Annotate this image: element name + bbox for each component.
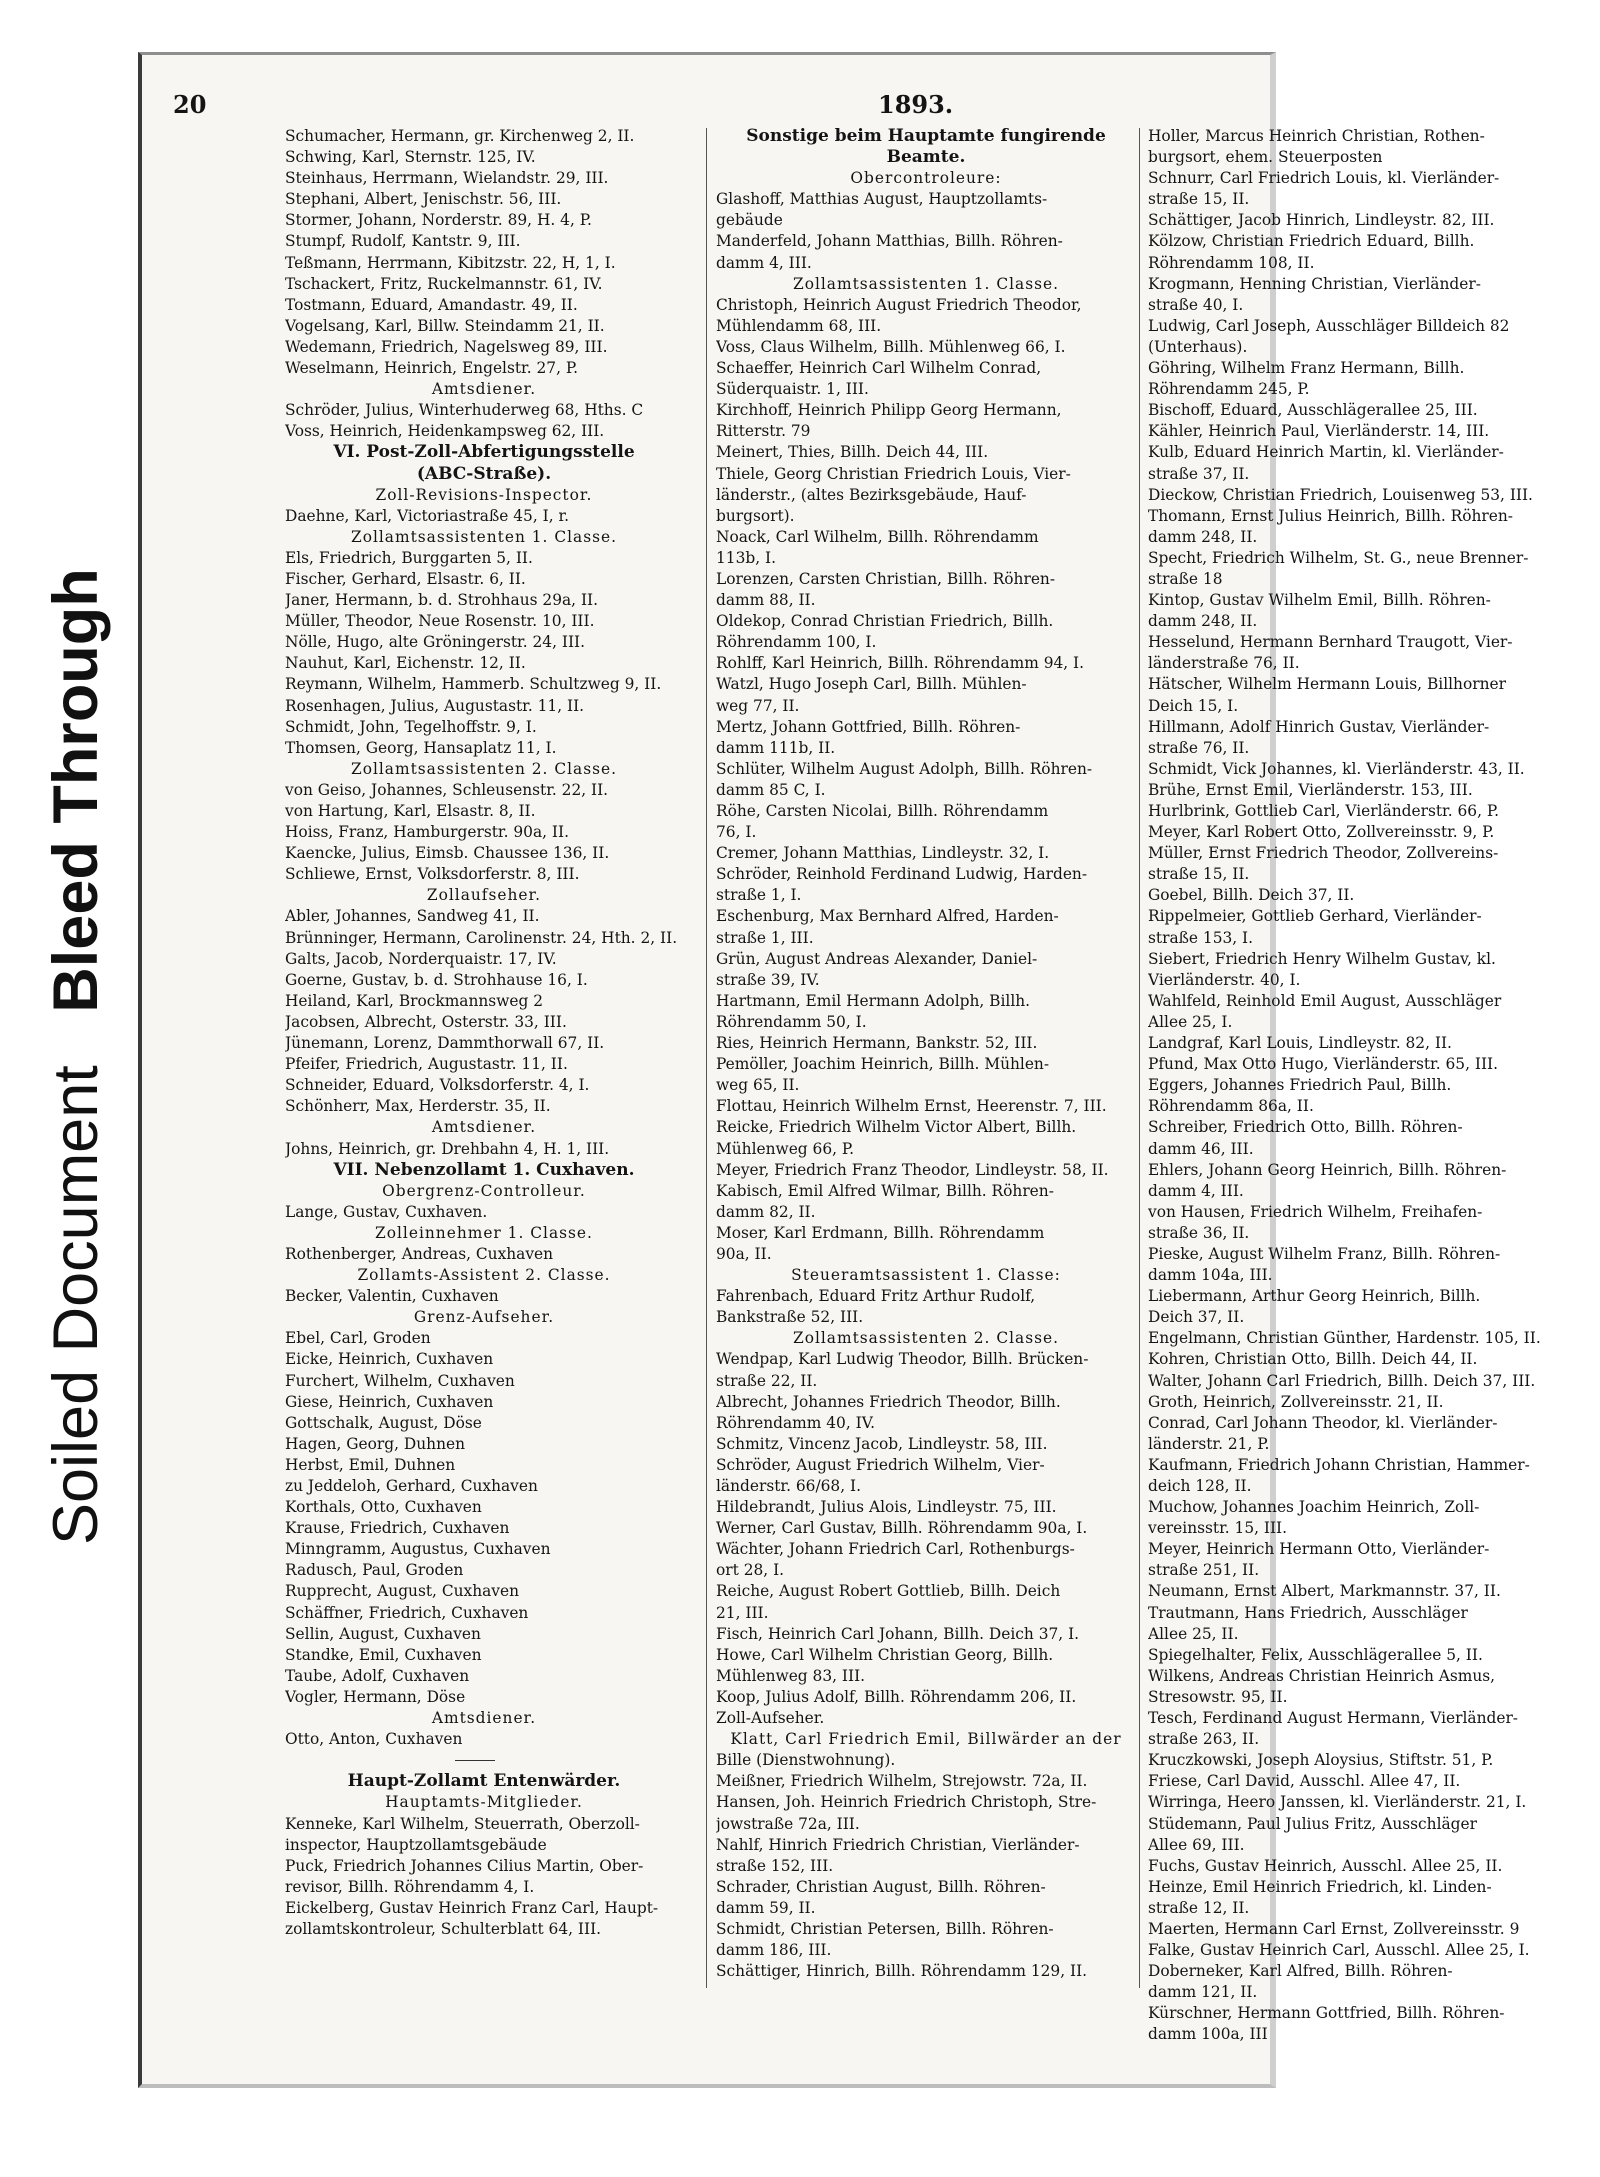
subsection-heading: Zollaufseher. <box>426 886 542 905</box>
directory-entry-line: Galts, Jacob, Norderquaistr. 17, IV. <box>285 949 557 968</box>
directory-entry-line: Bille (Dienstwohnung). <box>716 1751 896 1770</box>
directory-entry-line: Landgraf, Karl Louis, Lindleystr. 82, II. <box>1148 1034 1452 1053</box>
directory-entry-line: Schreiber, Friedrich Otto, Billh. Röhren- <box>1148 1118 1463 1137</box>
directory-entry-line: Eggers, Johannes Friedrich Paul, Billh. <box>1148 1076 1452 1095</box>
directory-entry-line: Flottau, Heinrich Wilhelm Ernst, Heerenstr. 7, III. <box>716 1097 1107 1116</box>
directory-entry-line: Kulb, Eduard Heinrich Martin, kl. Vierländer- <box>1148 443 1504 462</box>
directory-entry-line: Specht, Friedrich Wilhelm, St. G., neue Brenner- <box>1148 548 1529 567</box>
subsection-heading: Amtsdiener. <box>431 380 537 399</box>
directory-entry-line: Schnurr, Carl Friedrich Louis, kl. Vierländer- <box>1148 169 1500 188</box>
directory-entry-line: Kabisch, Emil Alfred Wilmar, Billh. Röhren- <box>716 1181 1054 1200</box>
column-divider <box>706 128 707 1988</box>
directory-entry-line: Daehne, Karl, Victoriastraße 45, I, r. <box>285 506 570 525</box>
directory-entry-line: Meyer, Heinrich Hermann Otto, Vierländer- <box>1148 1540 1490 1559</box>
directory-entry-line: Brünninger, Hermann, Carolinenstr. 24, Hth. 2, II. <box>285 928 678 947</box>
directory-entry-line: Noack, Carl Wilhelm, Billh. Röhrendamm <box>716 527 1039 546</box>
directory-entry-line: Manderfeld, Johann Matthias, Billh. Röhren- <box>716 232 1063 251</box>
directory-entry-line: 76, I. <box>716 823 757 842</box>
directory-entry-line: damm 121, II. <box>1148 1983 1258 2002</box>
directory-entry-line: damm 4, III. <box>716 253 812 272</box>
directory-entry-line: Vierländerstr. 40, I. <box>1148 970 1301 989</box>
directory-entry-line: Schmidt, Vick Johannes, kl. Vierländerstr. 43, II. <box>1148 759 1525 778</box>
directory-entry-line: 113b, I. <box>716 548 776 567</box>
directory-entry-line: Stumpf, Rudolf, Kantstr. 9, III. <box>285 232 521 251</box>
directory-entry-line: Schröder, Reinhold Ferdinand Ludwig, Harden- <box>716 865 1088 884</box>
directory-entry-line: Wirringa, Heero Janssen, kl. Vierländerstr. 21, I. <box>1148 1793 1527 1812</box>
directory-entry-line: Cremer, Johann Matthias, Lindleystr. 32, I. <box>716 844 1050 863</box>
directory-entry-line: Stresowstr. 95, II. <box>1148 1687 1288 1706</box>
directory-entry-line: straße 18 <box>1148 569 1223 588</box>
directory-entry-line: Otto, Anton, Cuxhaven <box>285 1730 463 1749</box>
directory-entry-line: Ries, Heinrich Hermann, Bankstr. 52, III. <box>716 1034 1038 1053</box>
directory-entry-line: Meyer, Friedrich Franz Theodor, Lindleystr. 58, II. <box>716 1160 1109 1179</box>
directory-entry-line: Nahlf, Hinrich Friedrich Christian, Vierländer- <box>716 1835 1080 1854</box>
directory-entry-line: länderstr., (altes Bezirksgebäude, Hauf- <box>716 485 1027 504</box>
directory-entry-line: Heiland, Karl, Brockmannsweg 2 <box>285 991 544 1010</box>
directory-entry-line: Wächter, Johann Friedrich Carl, Rothenburgs- <box>716 1540 1075 1559</box>
directory-entry-line: Deich 37, II. <box>1148 1308 1245 1327</box>
directory-entry-line: Werner, Carl Gustav, Billh. Röhrendamm 90a, I. <box>716 1519 1088 1538</box>
directory-entry-line: zollamtskontroleur, Schulterblatt 64, III. <box>285 1919 602 1938</box>
directory-entry-line: Hoiss, Franz, Hamburgerstr. 90a, II. <box>285 823 569 842</box>
directory-entry-line: straße 37, II. <box>1148 464 1250 483</box>
directory-entry-line: Schmidt, Christian Petersen, Billh. Röhren- <box>716 1919 1054 1938</box>
directory-entry-line: Koop, Julius Adolf, Billh. Röhrendamm 206, II. <box>716 1687 1077 1706</box>
directory-entry-line: Nauhut, Karl, Eichenstr. 12, II. <box>285 654 526 673</box>
bleed-through-label: Bleed Through <box>41 568 111 1013</box>
subsection-heading: Zollamtsassistenten 1. Classe. <box>351 527 617 546</box>
directory-entry-line: 21, III. <box>716 1603 769 1622</box>
directory-entry-line: Kintop, Gustav Wilhelm Emil, Billh. Röhren- <box>1148 591 1491 610</box>
directory-entry-line: Mühlendamm 68, III. <box>716 316 882 335</box>
directory-entry-line: Schättiger, Hinrich, Billh. Röhrendamm 129, II. <box>716 1962 1088 1981</box>
directory-entry-line: Schmidt, John, Tegelhoffstr. 9, I. <box>285 717 537 736</box>
directory-entry-line: Gottschalk, August, Döse <box>285 1413 482 1432</box>
directory-entry-line: Kähler, Heinrich Paul, Vierländerstr. 14, III. <box>1148 422 1490 441</box>
directory-entry-line: Schäffner, Friedrich, Cuxhaven <box>285 1603 529 1622</box>
directory-entry-line: straße 263, II. <box>1148 1730 1260 1749</box>
directory-entry-line: damm 248, II. <box>1148 612 1258 631</box>
directory-entry-line: Goebel, Billh. Deich 37, II. <box>1148 886 1355 905</box>
directory-entry-line: damm 100a, III <box>1148 2025 1268 2044</box>
directory-entry-line: Stephani, Albert, Jenischstr. 56, III. <box>285 190 562 209</box>
directory-entry-line: von Geiso, Johannes, Schleusenstr. 22, II. <box>285 780 609 799</box>
directory-entry-line: Eicke, Heinrich, Cuxhaven <box>285 1350 494 1369</box>
directory-entry-line: Stormer, Johann, Norderstr. 89, H. 4, P. <box>285 211 592 230</box>
directory-entry-line: Röhe, Carsten Nicolai, Billh. Röhrendamm <box>716 802 1049 820</box>
directory-entry-line: burgsort, ehem. Steuerposten <box>1148 148 1383 167</box>
directory-entry-line: Janer, Hermann, b. d. Strohhaus 29a, II. <box>285 591 599 610</box>
directory-entry-line: Deich 15, I. <box>1148 696 1239 715</box>
directory-entry-line: Albrecht, Johannes Friedrich Theodor, Billh. <box>716 1392 1061 1411</box>
directory-entry-line: Brühe, Ernst Emil, Vierländerstr. 153, III. <box>1148 780 1473 799</box>
subsection-heading: Zolleinnehmer 1. Classe. <box>375 1223 593 1242</box>
directory-entry-line: Pemöller, Joachim Heinrich, Billh. Mühlen- <box>716 1055 1050 1074</box>
directory-entry-line: Wedemann, Friedrich, Nagelsweg 89, III. <box>285 337 608 356</box>
directory-entry-line: Thomann, Ernst Julius Heinrich, Billh. Röhren- <box>1148 506 1514 525</box>
directory-entry-line: Mertz, Johann Gottfried, Billh. Röhren- <box>716 717 1021 736</box>
directory-entry-line: Rothenberger, Andreas, Cuxhaven <box>285 1244 554 1263</box>
directory-entry-line: Dieckow, Christian Friedrich, Louisenweg 53, III. <box>1148 485 1533 504</box>
directory-entry-line: vereinsstr. 15, III. <box>1148 1519 1288 1538</box>
directory-entry-line: Kaufmann, Friedrich Johann Christian, Hammer- <box>1148 1455 1530 1474</box>
directory-entry-line: Wendpap, Karl Ludwig Theodor, Billh. Brücken- <box>716 1350 1089 1369</box>
directory-entry-line: Mühlenweg 83, III. <box>716 1666 866 1685</box>
directory-entry-line: Puck, Friedrich Johannes Cilius Martin, Ober- <box>285 1856 644 1875</box>
page-number: 20 <box>173 90 207 119</box>
directory-entry-line: Engelmann, Christian Günther, Hardenstr. 105, II. <box>1148 1329 1541 1348</box>
directory-entry-line: damm 111b, II. <box>716 738 836 757</box>
directory-entry-line: damm 59, II. <box>716 1898 816 1917</box>
directory-entry-line: deich 128, II. <box>1148 1477 1252 1495</box>
subsection-heading: Klatt, Carl Friedrich Emil, Billwärder an der <box>730 1730 1122 1749</box>
directory-entry-line: Schliewe, Ernst, Volksdorferstr. 8, III. <box>285 865 580 884</box>
directory-entry-line: burgsort). <box>716 506 795 525</box>
directory-entry-line: (Unterhaus). <box>1148 337 1248 356</box>
directory-column-right <box>1148 126 1548 2046</box>
directory-entry-line: länderstr. 66/68, I. <box>716 1477 861 1495</box>
directory-entry-line: Johns, Heinrich, gr. Drehbahn 4, H. 1, III. <box>285 1139 610 1158</box>
subsection-heading: Zoll-Revisions-Inspector. <box>375 485 593 504</box>
directory-entry-line: Taube, Adolf, Cuxhaven <box>285 1666 470 1685</box>
subsection-heading: Hauptamts-Mitglieder. <box>385 1793 583 1812</box>
directory-entry-line: Reymann, Wilhelm, Hammerb. Schultzweg 9, II. <box>285 675 662 694</box>
directory-entry-line: damm 82, II. <box>716 1202 816 1221</box>
directory-entry-line: damm 4, III. <box>1148 1181 1244 1200</box>
directory-entry-line: Fischer, Gerhard, Elsastr. 6, II. <box>285 569 526 588</box>
directory-entry-line: Howe, Carl Wilhelm Christian Georg, Billh. <box>716 1645 1054 1664</box>
directory-entry-line: damm 85 C, I. <box>716 780 826 799</box>
directory-entry-line: Minngramm, Augustus, Cuxhaven <box>285 1540 551 1559</box>
directory-entry-line: Hildebrandt, Julius Alois, Lindleystr. 75, III. <box>716 1498 1057 1517</box>
directory-entry-line: ort 28, I. <box>716 1561 785 1580</box>
directory-entry-line: Schrader, Christian August, Billh. Röhren- <box>716 1877 1046 1896</box>
directory-entry-line: Hillmann, Adolf Hinrich Gustav, Vierländer- <box>1148 717 1490 736</box>
directory-entry-line: Schumacher, Hermann, gr. Kirchenweg 2, II. <box>285 127 635 145</box>
directory-entry-line: Neumann, Ernst Albert, Markmannstr. 37, II. <box>1148 1582 1501 1601</box>
directory-entry-line: Voss, Claus Wilhelm, Billh. Mühlenweg 66, I. <box>716 337 1066 356</box>
directory-entry-line: Mühlenweg 66, P. <box>716 1139 855 1158</box>
directory-entry-line: Lange, Gustav, Cuxhaven. <box>285 1202 488 1221</box>
directory-entry-line: Thiele, Georg Christian Friedrich Louis, Vier- <box>716 464 1071 483</box>
directory-entry-line: Tostmann, Eduard, Amandastr. 49, II. <box>285 295 578 314</box>
directory-entry-line: Watzl, Hugo Joseph Carl, Billh. Mühlen- <box>716 675 1027 694</box>
directory-entry-line: Schwing, Karl, Sternstr. 125, IV. <box>285 148 536 167</box>
directory-entry-line: Oldekop, Conrad Christian Friedrich, Billh. <box>716 612 1054 631</box>
directory-column-left <box>285 126 683 1940</box>
section-heading: Beamte. <box>886 147 966 168</box>
subsection-heading: Zollamtsassistenten 2. Classe. <box>793 1329 1059 1348</box>
directory-entry-line: weg 77, II. <box>716 696 800 715</box>
directory-entry-line: straße 40, I. <box>1148 295 1244 314</box>
directory-entry-line: Moser, Karl Erdmann, Billh. Röhrendamm <box>716 1223 1045 1242</box>
directory-entry-line: Göhring, Wilhelm Franz Hermann, Billh. <box>1148 359 1465 378</box>
subsection-heading: Obergrenz-Controlleur. <box>382 1181 586 1200</box>
directory-entry-line: Röhrendamm 108, II. <box>1148 253 1315 272</box>
directory-entry-line: Reicke, Friedrich Wilhelm Victor Albert, Billh. <box>716 1118 1077 1137</box>
section-heading: VI. Post-Zoll-Abfertigungsstelle <box>333 442 635 463</box>
directory-entry-line: straße 39, IV. <box>716 970 820 989</box>
directory-entry-line: Rupprecht, August, Cuxhaven <box>285 1582 520 1601</box>
subsection-heading: Amtsdiener. <box>431 1709 537 1728</box>
directory-entry-line: weg 65, II. <box>716 1076 800 1095</box>
directory-entry-line: Rippelmeier, Gottlieb Gerhard, Vierländer- <box>1148 907 1482 926</box>
directory-entry-line: Fuchs, Gustav Heinrich, Ausschl. Allee 25, II. <box>1148 1856 1503 1875</box>
directory-entry-line: Christoph, Heinrich August Friedrich Theodor, <box>716 295 1082 314</box>
directory-entry-line: Korthals, Otto, Cuxhaven <box>285 1498 482 1517</box>
directory-entry-line: straße 15, II. <box>1148 865 1250 884</box>
directory-entry-line: straße 1, III. <box>716 928 814 947</box>
directory-entry-line: Schaeffer, Heinrich Carl Wilhelm Conrad, <box>716 359 1042 378</box>
directory-entry-line: Kaencke, Julius, Eimsb. Chaussee 136, II. <box>285 844 610 863</box>
directory-entry-line: Süderquaistr. 1, III. <box>716 380 869 399</box>
directory-entry-line: Conrad, Carl Johann Theodor, kl. Vierländer- <box>1148 1413 1498 1432</box>
directory-entry-line: Hartmann, Emil Hermann Adolph, Billh. <box>716 991 1031 1010</box>
directory-entry-line: Walter, Johann Carl Friedrich, Billh. Deich 37, III. <box>1148 1371 1536 1390</box>
column-divider <box>1139 128 1140 1988</box>
directory-entry-line: Schröder, August Friedrich Wilhelm, Vier- <box>716 1455 1045 1474</box>
directory-entry-line: Abler, Johannes, Sandweg 41, II. <box>285 907 540 926</box>
directory-entry-line: straße 251, II. <box>1148 1561 1260 1580</box>
directory-entry-line: Kenneke, Karl Wilhelm, Steuerrath, Oberzoll- <box>285 1814 640 1833</box>
directory-entry-line: Ehlers, Johann Georg Heinrich, Billh. Röhren- <box>1148 1160 1507 1179</box>
subsection-heading: Steueramtsassistent 1. Classe: <box>791 1266 1061 1285</box>
page-year: 1893. <box>878 90 954 119</box>
section-rule <box>285 1750 683 1771</box>
directory-entry-line: Schneider, Eduard, Volksdorferstr. 4, I. <box>285 1076 590 1095</box>
directory-entry-line: Kohren, Christian Otto, Billh. Deich 44, II. <box>1148 1350 1478 1369</box>
directory-entry-line: damm 248, II. <box>1148 527 1258 546</box>
directory-entry-line: länderstraße 76, II. <box>1148 654 1300 673</box>
subsection-heading: Zollamts-Assistent 2. Classe. <box>357 1266 611 1285</box>
directory-entry-line: Jacobsen, Albrecht, Osterstr. 33, III. <box>285 1012 567 1031</box>
section-heading: Haupt-Zollamt Entenwärder. <box>347 1771 621 1792</box>
directory-entry-line: Radusch, Paul, Groden <box>285 1561 464 1580</box>
directory-entry-line: Zoll-Aufseher. <box>716 1709 825 1728</box>
directory-entry-line: Maerten, Hermann Carl Ernst, Zollvereinsstr. 9 <box>1148 1919 1520 1938</box>
directory-entry-line: Pfund, Max Otto Hugo, Vierländerstr. 65, III. <box>1148 1055 1498 1074</box>
directory-entry-line: Tesch, Ferdinand August Hermann, Vierländer- <box>1148 1709 1519 1728</box>
directory-entry-line: Allee 25, II. <box>1148 1624 1239 1643</box>
directory-entry-line: Röhrendamm 50, I. <box>716 1012 867 1031</box>
directory-entry-line: Meißner, Friedrich Wilhelm, Strejowstr. 72a, II. <box>716 1772 1088 1791</box>
directory-entry-line: jowstraße 72a, III. <box>716 1814 860 1833</box>
directory-entry-line: straße 152, III. <box>716 1856 834 1875</box>
directory-entry-line: Hätscher, Wilhelm Hermann Louis, Billhorner <box>1148 675 1506 694</box>
subsection-heading: Grenz-Aufseher. <box>413 1308 555 1327</box>
directory-entry-line: Ebel, Carl, Groden <box>285 1329 431 1348</box>
directory-entry-line: Bankstraße 52, III. <box>716 1308 864 1327</box>
directory-entry-line: Standke, Emil, Cuxhaven <box>285 1645 482 1664</box>
directory-entry-line: damm 186, III. <box>716 1941 832 1960</box>
directory-entry-line: Röhrendamm 100, I. <box>716 633 877 652</box>
directory-entry-line: Müller, Theodor, Neue Rosenstr. 10, III. <box>285 612 595 631</box>
directory-entry-line: Kruczkowski, Joseph Aloysius, Stiftstr. 51, P. <box>1148 1751 1494 1770</box>
directory-entry-line: Groth, Heinrich, Zollvereinsstr. 21, II. <box>1148 1392 1444 1411</box>
directory-entry-line: Weselmann, Heinrich, Engelstr. 27, P. <box>285 359 578 378</box>
directory-entry-line: Furchert, Wilhelm, Cuxhaven <box>285 1371 515 1390</box>
directory-entry-line: Siebert, Friedrich Henry Wilhelm Gustav, kl. <box>1148 949 1496 968</box>
directory-entry-line: Steinhaus, Herrmann, Wielandstr. 29, III. <box>285 169 609 188</box>
directory-entry-line: Fahrenbach, Eduard Fritz Arthur Rudolf, <box>716 1287 1036 1306</box>
section-heading: (ABC-Straße). <box>416 463 552 484</box>
directory-entry-line: straße 76, II. <box>1148 738 1250 757</box>
directory-entry-line: Müller, Ernst Friedrich Theodor, Zollvereins- <box>1148 844 1499 863</box>
directory-entry-line: Holler, Marcus Heinrich Christian, Rothen- <box>1148 127 1485 145</box>
directory-entry-line: Jünemann, Lorenz, Dammthorwall 67, II. <box>285 1034 605 1053</box>
directory-entry-line: Goerne, Gustav, b. d. Strohhause 16, I. <box>285 970 588 989</box>
directory-entry-line: Voss, Heinrich, Heidenkampsweg 62, III. <box>285 422 605 441</box>
directory-entry-line: Doberneker, Karl Alfred, Billh. Röhren- <box>1148 1962 1453 1981</box>
directory-entry-line: Trautmann, Hans Friedrich, Ausschläger <box>1148 1603 1468 1622</box>
directory-entry-line: Krause, Friedrich, Cuxhaven <box>285 1519 510 1538</box>
directory-entry-line: Meyer, Karl Robert Otto, Zollvereinsstr. 9, P. <box>1148 823 1495 842</box>
directory-entry-line: Tschackert, Fritz, Ruckelmannstr. 61, IV. <box>285 274 603 293</box>
directory-entry-line: Friese, Carl David, Ausschl. Allee 47, II. <box>1148 1772 1461 1791</box>
directory-column-middle <box>716 126 1136 1982</box>
section-heading: VII. Nebenzollamt 1. Cuxhaven. <box>333 1159 635 1180</box>
directory-entry-line: Allee 69, III. <box>1148 1835 1245 1854</box>
directory-entry-line: Falke, Gustav Heinrich Carl, Ausschl. Allee 25, I. <box>1148 1941 1530 1960</box>
directory-entry-line: Herbst, Emil, Duhnen <box>285 1455 456 1474</box>
directory-entry-line: Heinze, Emil Heinrich Friedrich, kl. Linden- <box>1148 1877 1492 1896</box>
directory-entry-line: Hesselund, Hermann Bernhard Traugott, Vier- <box>1148 633 1513 652</box>
directory-entry-line: Fisch, Heinrich Carl Johann, Billh. Deich 37, I. <box>716 1624 1080 1643</box>
directory-entry-line: straße 15, II. <box>1148 190 1250 209</box>
directory-entry-line: Röhrendamm 86a, II. <box>1148 1097 1314 1116</box>
directory-entry-line: Vogler, Hermann, Döse <box>285 1687 466 1706</box>
directory-entry-line: Meinert, Thies, Billh. Deich 44, III. <box>716 443 989 462</box>
directory-entry-line: Sellin, August, Cuxhaven <box>285 1624 481 1643</box>
directory-entry-line: Pieske, August Wilhelm Franz, Billh. Röhren- <box>1148 1244 1501 1263</box>
directory-entry-line: Kirchhoff, Heinrich Philipp Georg Hermann, <box>716 401 1062 420</box>
directory-entry-line: von Hartung, Karl, Elsastr. 8, II. <box>285 802 536 820</box>
directory-entry-line: Liebermann, Arthur Georg Heinrich, Billh. <box>1148 1287 1481 1306</box>
directory-entry-line: Muchow, Johannes Joachim Heinrich, Zoll- <box>1148 1498 1480 1517</box>
directory-entry-line: Rohlff, Karl Heinrich, Billh. Röhrendamm 94, I. <box>716 654 1085 673</box>
directory-entry-line: Schönherr, Max, Herderstr. 35, II. <box>285 1097 551 1116</box>
directory-entry-line: Ritterstr. 79 <box>716 422 811 441</box>
directory-entry-line: Röhrendamm 40, IV. <box>716 1413 876 1432</box>
directory-entry-line: Pfeifer, Friedrich, Augustastr. 11, II. <box>285 1055 568 1074</box>
directory-entry-line: straße 1, I. <box>716 886 802 905</box>
directory-entry-line: Reiche, August Robert Gottlieb, Billh. Deich <box>716 1582 1061 1601</box>
directory-entry-line: Hurlbrink, Gottlieb Carl, Vierländerstr. 66, P. <box>1148 802 1499 820</box>
directory-entry-line: Grün, August Andreas Alexander, Daniel- <box>716 949 1038 968</box>
directory-entry-line: Schättiger, Jacob Hinrich, Lindleystr. 82, III. <box>1148 211 1495 230</box>
directory-entry-line: Schröder, Julius, Winterhuderweg 68, Hths. C <box>285 401 644 420</box>
directory-entry-line: Glashoff, Matthias August, Hauptzollamts- <box>716 190 1048 209</box>
section-heading: Sonstige beim Hauptamte fungirende <box>746 126 1106 146</box>
subsection-heading: Amtsdiener. <box>431 1118 537 1137</box>
directory-entry-line: Hansen, Joh. Heinrich Friedrich Christoph, Stre- <box>716 1793 1097 1812</box>
directory-entry-line: Spiegelhalter, Felix, Ausschlägerallee 5, II. <box>1148 1645 1483 1664</box>
directory-entry-line: Röhrendamm 245, P. <box>1148 380 1310 399</box>
directory-entry-line: Krogmann, Henning Christian, Vierländer- <box>1148 274 1481 293</box>
directory-entry-line: Rosenhagen, Julius, Augustastr. 11, II. <box>285 696 585 715</box>
directory-entry-line: Nölle, Hugo, alte Gröningerstr. 24, III. <box>285 633 586 652</box>
soiled-document-label: Soiled Document <box>41 1065 111 1545</box>
directory-entry-line: Schlüter, Wilhelm August Adolph, Billh. Röhren- <box>716 759 1093 778</box>
directory-entry-line: Schmitz, Vincenz Jacob, Lindleystr. 58, III. <box>716 1434 1048 1453</box>
directory-entry-line: Eschenburg, Max Bernhard Alfred, Harden- <box>716 907 1059 926</box>
directory-entry-line: Vogelsang, Karl, Billw. Steindamm 21, II. <box>285 316 605 335</box>
directory-entry-line: inspector, Hauptzollamtsgebäude <box>285 1835 547 1854</box>
directory-entry-line: straße 36, II. <box>1148 1223 1250 1242</box>
directory-entry-line: straße 12, II. <box>1148 1898 1250 1917</box>
directory-entry-line: länderstr. 21, P. <box>1148 1434 1270 1453</box>
document-condition-stamp <box>28 0 124 1545</box>
directory-entry-line: 90a, II. <box>716 1244 772 1263</box>
directory-entry-line: Allee 25, I. <box>1148 1012 1233 1031</box>
directory-entry-line: Becker, Valentin, Cuxhaven <box>285 1287 499 1306</box>
directory-entry-line: Stüdemann, Paul Julius Fritz, Ausschläger <box>1148 1814 1477 1833</box>
directory-entry-line: damm 46, III. <box>1148 1139 1254 1158</box>
directory-entry-line: Wilkens, Andreas Christian Heinrich Asmus, <box>1148 1666 1496 1685</box>
directory-entry-line: revisor, Billh. Röhrendamm 4, I. <box>285 1877 535 1896</box>
directory-entry-line: zu Jeddeloh, Gerhard, Cuxhaven <box>285 1477 538 1495</box>
directory-entry-line: Giese, Heinrich, Cuxhaven <box>285 1392 494 1411</box>
directory-entry-line: Hagen, Georg, Duhnen <box>285 1434 466 1453</box>
directory-entry-line: Bischoff, Eduard, Ausschlägerallee 25, III. <box>1148 401 1478 420</box>
directory-entry-line: Kürschner, Hermann Gottfried, Billh. Röhren- <box>1148 2004 1505 2023</box>
directory-entry-line: damm 104a, III. <box>1148 1266 1273 1285</box>
directory-entry-line: straße 153, I. <box>1148 928 1254 947</box>
directory-entry-line: Teßmann, Herrmann, Kibitzstr. 22, H, 1, I. <box>285 253 616 272</box>
directory-entry-line: Kölzow, Christian Friedrich Eduard, Billh. <box>1148 232 1475 251</box>
directory-entry-line: von Hausen, Friedrich Wilhelm, Freihafen- <box>1148 1202 1483 1221</box>
directory-entry-line: Eickelberg, Gustav Heinrich Franz Carl, Haupt- <box>285 1898 659 1917</box>
directory-entry-line: Wahlfeld, Reinhold Emil August, Ausschläger <box>1148 991 1502 1010</box>
subsection-heading: Zollamtsassistenten 2. Classe. <box>351 759 617 778</box>
subsection-heading: Zollamtsassistenten 1. Classe. <box>793 274 1059 293</box>
directory-entry-line: gebäude <box>716 211 783 230</box>
directory-entry-line: Ludwig, Carl Joseph, Ausschläger Billdeich 82 <box>1148 316 1510 335</box>
directory-entry-line: damm 88, II. <box>716 591 816 610</box>
directory-entry-line: Lorenzen, Carsten Christian, Billh. Röhren- <box>716 569 1056 588</box>
subsection-heading: Obercontroleure: <box>850 169 1002 188</box>
directory-entry-line: straße 22, II. <box>716 1371 818 1390</box>
directory-entry-line: Thomsen, Georg, Hansaplatz 11, I. <box>285 738 557 757</box>
directory-entry-line: Els, Friedrich, Burggarten 5, II. <box>285 548 533 567</box>
